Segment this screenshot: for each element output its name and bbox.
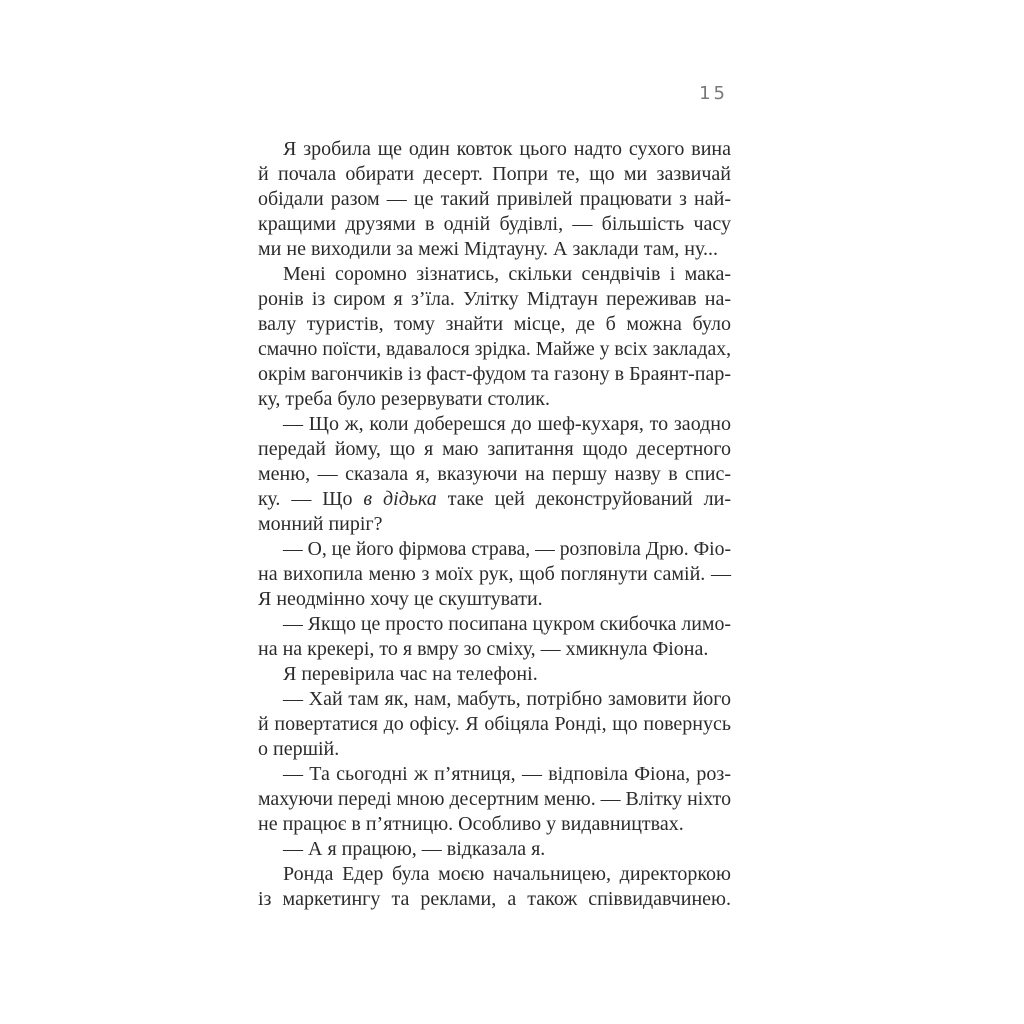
text-segment: смачно поїсти, вдавалося зрідка. Майже у всіх закладах, bbox=[258, 338, 731, 360]
text-line bbox=[258, 412, 731, 437]
text-block bbox=[258, 137, 731, 912]
text-line bbox=[258, 562, 731, 587]
text-segment: о першій. bbox=[258, 738, 340, 760]
text-line bbox=[258, 387, 731, 412]
text-segment: із маркетингу та реклами, а також співвидавчинею. bbox=[258, 888, 731, 910]
text-line bbox=[258, 512, 731, 537]
text-line bbox=[258, 662, 731, 687]
text-line bbox=[258, 687, 731, 712]
italic-phrase: в дідька bbox=[363, 488, 437, 510]
text-line bbox=[258, 487, 731, 512]
text-line bbox=[258, 762, 731, 787]
text-line bbox=[258, 537, 731, 562]
text-segment: передай йому, що я маю запитання щодо десертного bbox=[258, 438, 731, 460]
text-segment: Ронда Едер була моєю начальницею, директоркою bbox=[283, 863, 731, 885]
text-line bbox=[258, 712, 731, 737]
text-line bbox=[258, 362, 731, 387]
text-segment: не працює в п’ятницю. Особливо у видавництвах. bbox=[258, 813, 684, 835]
text-segment: Я перевірила час на телефоні. bbox=[283, 663, 538, 685]
text-line bbox=[258, 737, 731, 762]
text-segment: меню, — сказала я, вказуючи на першу назву в спис- bbox=[258, 463, 731, 485]
text-segment: окрім вагончиків із фаст-фудом та газону в Браянт-пар- bbox=[258, 363, 731, 385]
text-segment: на вихопила меню з моїх рук, щоб поглянути самій. — bbox=[258, 563, 731, 585]
text-segment: таке цей деконструйований ли- bbox=[436, 488, 732, 510]
text-segment: — Що ж, коли доберешся до шеф-кухаря, то заодно bbox=[283, 413, 731, 435]
text-segment: ронів із сиром я з’їла. Улітку Мідтаун переживав на- bbox=[258, 288, 731, 310]
text-line bbox=[258, 637, 731, 662]
text-segment: й почала обирати десерт. Попри те, що ми зазвичай bbox=[258, 163, 731, 185]
text-line bbox=[258, 612, 731, 637]
text-segment: валу туристів, тому знайти місце, де б можна було bbox=[258, 313, 731, 335]
text-line bbox=[258, 162, 731, 187]
text-line bbox=[258, 287, 731, 312]
text-line bbox=[258, 262, 731, 287]
text-segment: ку, треба було резервувати столик. bbox=[258, 388, 550, 410]
text-line bbox=[258, 887, 731, 912]
text-line bbox=[258, 587, 731, 612]
text-segment: — А я працюю, — відказала я. bbox=[283, 838, 546, 860]
text-segment: Я зробила ще один ковток цього надто сухого вина bbox=[283, 138, 731, 160]
text-line bbox=[258, 787, 731, 812]
text-segment: кращими друзями в одній будівлі, — більшість часу bbox=[258, 213, 731, 235]
text-line bbox=[258, 812, 731, 837]
text-line bbox=[258, 237, 731, 262]
text-line bbox=[258, 837, 731, 862]
text-segment: монний пиріг? bbox=[258, 513, 383, 535]
text-segment: ми не виходили за межі Мідтауну. А заклади там, ну... bbox=[258, 238, 718, 260]
text-segment: — Хай там як, нам, мабуть, потрібно замовити його bbox=[283, 688, 731, 710]
text-segment: Мені соромно зізнатись, скільки сендвічів і мака- bbox=[283, 263, 731, 285]
text-segment: — Якщо це просто посипана цукром скибочка лимо- bbox=[283, 613, 731, 635]
text-line bbox=[258, 212, 731, 237]
text-segment: — Та сьогодні ж п’ятниця, — відповіла Фіона, роз- bbox=[283, 763, 731, 785]
text-line bbox=[258, 862, 731, 887]
text-segment: махуючи переді мною десертним меню. — Влітку ніхто bbox=[258, 788, 731, 810]
text-line bbox=[258, 312, 731, 337]
text-segment: — О, це його фірмова страва, — розповіла Дрю. Фіо- bbox=[283, 538, 731, 560]
text-segment: на на крекері, то я вмру зо сміху, — хмикнула Фіона. bbox=[258, 638, 709, 660]
text-line bbox=[258, 337, 731, 362]
text-line bbox=[258, 462, 731, 487]
text-segment: й повертатися до офісу. Я обіцяла Ронді, що повернусь bbox=[258, 713, 731, 735]
page-number: 15 bbox=[699, 83, 728, 104]
text-line bbox=[258, 137, 731, 162]
text-line bbox=[258, 437, 731, 462]
text-segment: Я неодмінно хочу це скуштувати. bbox=[258, 588, 543, 610]
text-segment: ку. — Що bbox=[258, 488, 364, 510]
text-line bbox=[258, 187, 731, 212]
text-segment: обідали разом — це такий привілей працювати з най- bbox=[258, 188, 731, 210]
